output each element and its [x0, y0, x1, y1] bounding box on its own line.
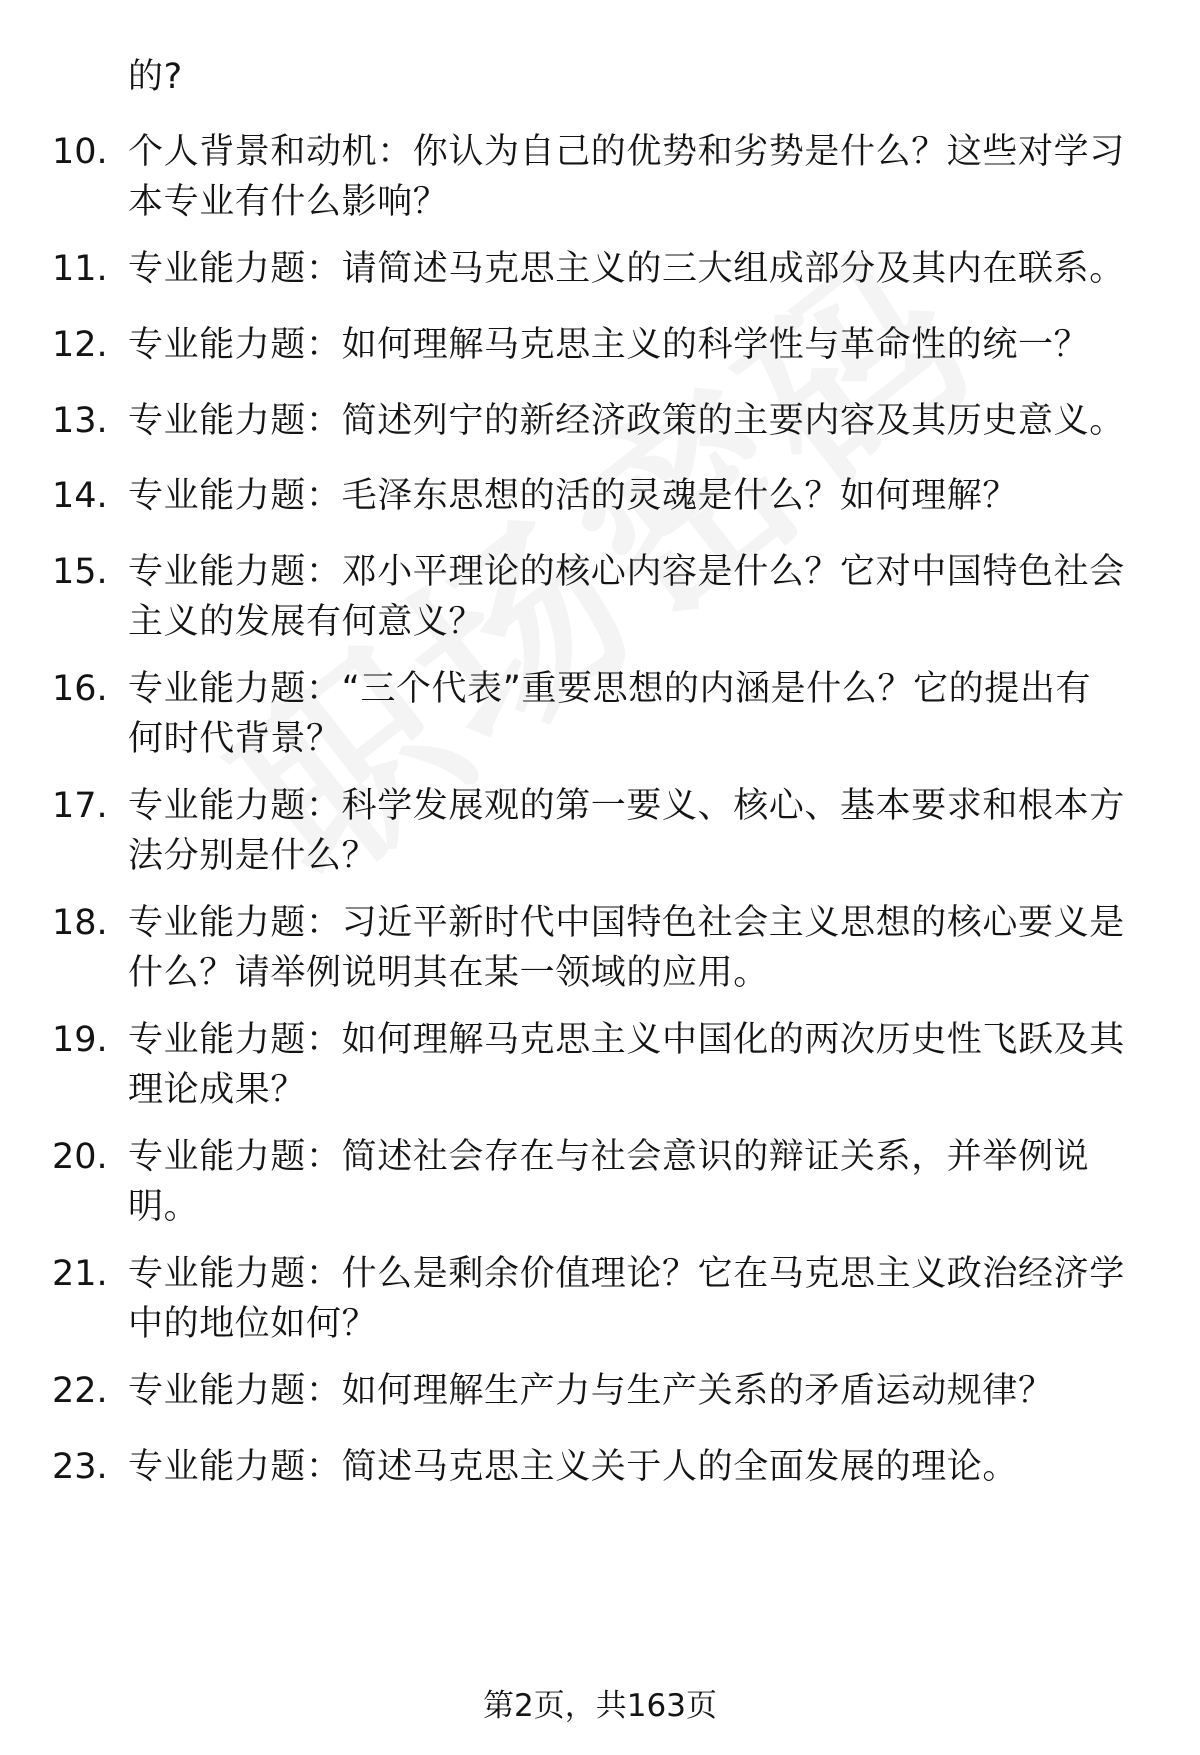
item-text: 专业能力题：如何理解生产力与生产关系的矛盾运动规律？: [128, 1371, 1054, 1411]
item-number: 19.: [52, 1020, 108, 1060]
item-text: 专业能力题：如何理解马克思主义中国化的两次历史性飞跃及其 理论成果？: [128, 1020, 1125, 1110]
item-number: 15.: [52, 552, 108, 592]
item-number: 21.: [52, 1254, 108, 1294]
item-number: 17.: [52, 786, 108, 826]
item-text: 专业能力题：毛泽东思想的活的灵魂是什么？如何理解？: [128, 476, 1019, 516]
item-number: 22.: [52, 1371, 108, 1411]
item-number: 18.: [52, 903, 108, 943]
page-footer: 第2页，共163页: [483, 1688, 717, 1724]
item-text: 专业能力题：简述马克思主义关于人的全面发展的理论。: [128, 1447, 1019, 1487]
item-text: 专业能力题：“三个代表”重要思想的内涵是什么？它的提出有 何时代背景？: [128, 669, 1092, 759]
item-text: 专业能力题：邓小平理论的核心内容是什么？它对中国特色社会 主义的发展有何意义？: [128, 552, 1125, 642]
item-text: 专业能力题：简述社会存在与社会意识的辩证关系，并举例说 明。: [128, 1137, 1090, 1227]
item-text: 专业能力题：科学发展观的第一要义、核心、基本要求和根本方 法分别是什么？: [128, 786, 1125, 876]
item-text: 专业能力题：请简述马克思主义的三大组成部分及其内在联系。: [128, 249, 1125, 289]
item-number: 11.: [52, 249, 108, 289]
item-text: 专业能力题：如何理解马克思主义的科学性与革命性的统一？: [128, 325, 1090, 365]
item-text: 个人背景和动机：你认为自己的优势和劣势是什么？这些对学习 本专业有什么影响？: [128, 132, 1125, 222]
item-number: 16.: [52, 669, 108, 709]
item-text: 专业能力题：简述列宁的新经济政策的主要内容及其历史意义。: [128, 401, 1125, 441]
item-number: 23.: [52, 1447, 108, 1487]
item-number: 14.: [52, 476, 108, 516]
item-number: 20.: [52, 1137, 108, 1177]
item-text: 专业能力题：什么是剩余价值理论？它在马克思主义政治经济学 中的地位如何？: [128, 1254, 1125, 1344]
item-text: 专业能力题：习近平新时代中国特色社会主义思想的核心要义是 什么？请举例说明其在某一领域的应用。: [128, 903, 1125, 993]
item-number: 10.: [52, 132, 108, 172]
item-number: 13.: [52, 401, 108, 441]
item-number: 12.: [52, 325, 108, 365]
continuation-text: 的?: [128, 57, 183, 97]
